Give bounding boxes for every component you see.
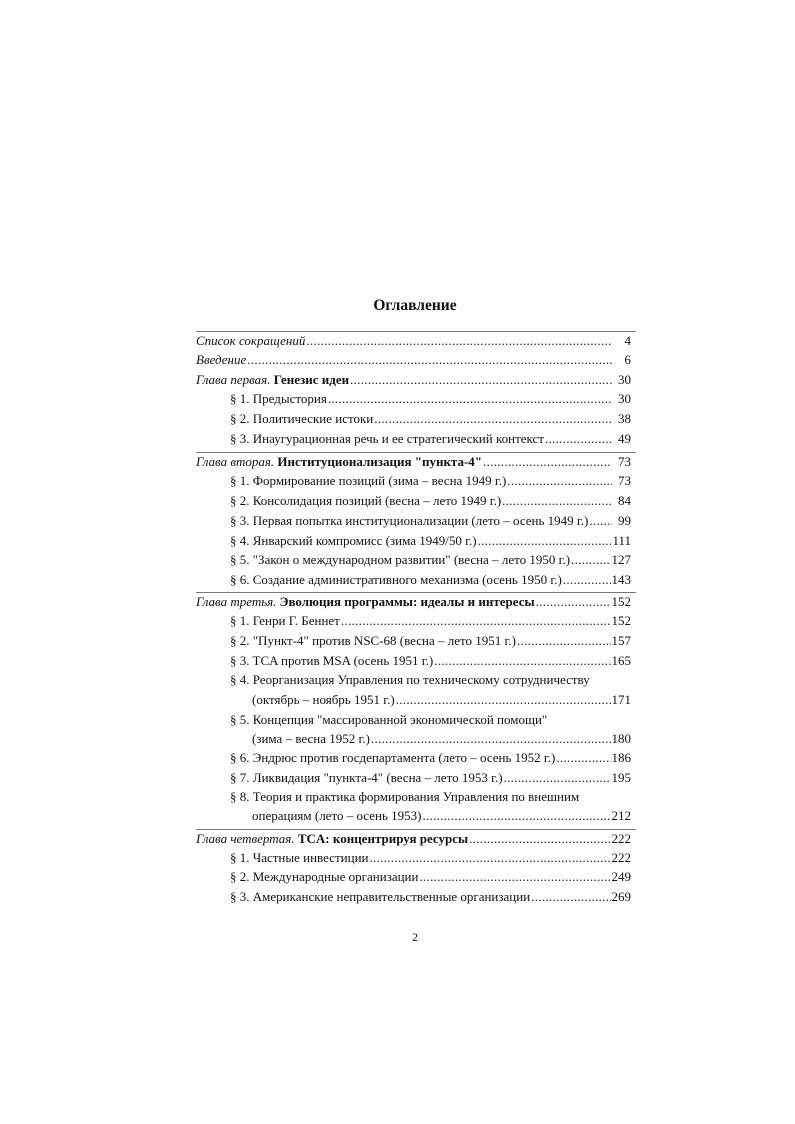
toc-page-number: 6 <box>624 352 631 367</box>
toc-page-number: 127 <box>611 552 631 567</box>
toc-chapter-heading <box>196 454 482 470</box>
toc-page-number: 152 <box>611 613 631 628</box>
dot-leader <box>419 869 610 885</box>
toc-page-number: 171 <box>611 692 631 707</box>
toc-section-label: § 4. Реорганизация Управления по техническому сотрудничеству <box>230 672 590 687</box>
chapter-prefix: Глава четвертая. <box>196 831 295 846</box>
dot-leader <box>536 594 611 610</box>
toc-section[interactable] <box>230 633 631 652</box>
toc-page-number: 195 <box>611 770 631 785</box>
dot-leader <box>589 513 612 529</box>
toc-chapter-1[interactable] <box>196 372 631 391</box>
toc-section-label: § 3. Первая попытка институционализации (лето – осень 1949 г.) <box>230 513 589 528</box>
toc-section-continuation[interactable] <box>252 731 631 750</box>
toc-chapter-heading <box>196 594 535 610</box>
toc-section-label: § 8. Теория и практика формирования Управления по внешним <box>230 789 580 804</box>
chapter-prefix: Глава третья. <box>196 594 277 609</box>
toc-section-label-cont: операциям (лето – осень 1953) <box>252 808 422 823</box>
toc-chapter-4[interactable] <box>196 831 631 850</box>
dot-leader <box>369 850 610 866</box>
toc-section-label: § 2. Политические истоки <box>230 411 374 426</box>
dot-leader <box>328 391 612 407</box>
toc-section[interactable] <box>230 513 631 532</box>
separator-rule <box>196 829 636 830</box>
toc-page-number: 4 <box>624 333 631 348</box>
dot-leader <box>504 770 611 786</box>
toc-section[interactable] <box>230 572 631 591</box>
toc-chapter-heading <box>196 831 468 847</box>
toc-page-number: 84 <box>618 493 631 508</box>
toc-page-number: 30 <box>618 391 631 406</box>
toc-page-number: 73 <box>618 473 631 488</box>
toc-page-number: 212 <box>611 808 631 823</box>
dot-leader <box>374 411 612 427</box>
toc-section-label-cont: (зима – весна 1952 г.) <box>252 731 370 746</box>
toc-page-number: 157 <box>611 633 631 648</box>
toc-page-number: 143 <box>611 572 631 587</box>
toc-section-label: § 5. Концепция "массированной экономической помощи" <box>230 712 548 727</box>
toc-section[interactable] <box>230 613 631 632</box>
toc-section[interactable] <box>230 850 631 869</box>
toc-section-label: § 4. Январский компромисс (зима 1949/50 г.) <box>230 533 477 548</box>
chapter-name: Эволюция программы: идеалы и интересы <box>279 594 535 609</box>
toc-section-label: § 2. Международные организации <box>230 869 419 884</box>
separator-rule <box>196 331 636 332</box>
toc-section-label-cont: (октябрь – ноябрь 1951 г.) <box>252 692 395 707</box>
toc-section[interactable] <box>230 431 631 450</box>
toc-section-label: § 2. Консолидация позиций (весна – лето 1949 г.) <box>230 493 502 508</box>
chapter-name: TCA: концентрируя ресурсы <box>297 831 469 846</box>
toc-page-number: 49 <box>618 431 631 446</box>
dot-leader <box>571 552 610 568</box>
toc-section-continuation[interactable] <box>252 692 631 711</box>
toc-section[interactable] <box>230 391 631 410</box>
dot-leader <box>545 431 612 447</box>
dot-leader <box>247 352 612 368</box>
toc-section[interactable] <box>230 533 631 552</box>
toc-section-label: § 6. Эндрюс против госдепартамента (лето – осень 1952 г.) <box>230 750 556 765</box>
toc-section[interactable] <box>230 653 631 672</box>
dot-leader <box>341 613 611 629</box>
toc-page-number: 269 <box>611 889 631 904</box>
toc-page-number: 165 <box>611 653 631 668</box>
dot-leader <box>422 808 610 824</box>
dot-leader <box>483 454 612 470</box>
toc-section-label: § 6. Создание административного механизма (осень 1950 г.) <box>230 572 562 587</box>
dot-leader <box>507 473 612 489</box>
dot-leader <box>502 493 612 509</box>
toc-section-label: § 5. "Закон о международном развитии" (весна – лето 1950 г.) <box>230 552 571 567</box>
toc-section[interactable] <box>230 770 631 789</box>
chapter-name: Генезис идеи <box>273 372 350 387</box>
toc-section-label: § 3. Инаугурационная речь и ее стратегический контекст <box>230 431 544 446</box>
toc-section-label: § 7. Ликвидация "пункта-4" (весна – лето 1953 г.) <box>230 770 503 785</box>
dot-leader <box>396 692 611 708</box>
dot-leader <box>306 333 612 349</box>
toc-section[interactable] <box>230 789 631 808</box>
toc-chapter-2[interactable] <box>196 454 631 473</box>
toc-chapter-3[interactable] <box>196 594 631 613</box>
toc-section[interactable] <box>230 672 631 691</box>
dot-leader <box>371 731 611 747</box>
dot-leader <box>531 889 610 905</box>
toc-entry-label: Список сокращений <box>196 333 306 348</box>
dot-leader <box>434 653 610 669</box>
toc-section[interactable] <box>230 750 631 769</box>
toc-section-label: § 1. Формирование позиций (зима – весна 1949 г.) <box>230 473 507 488</box>
toc-entry-label: Введение <box>196 352 247 367</box>
toc-section[interactable] <box>230 473 631 492</box>
toc-page-number: 38 <box>618 411 631 426</box>
page-title: Оглавление <box>373 297 457 314</box>
dot-leader <box>478 533 612 549</box>
page-number: 2 <box>412 930 418 944</box>
toc-section[interactable] <box>230 889 631 908</box>
toc-section-continuation[interactable] <box>252 808 631 827</box>
toc-section-label: § 1. Частные инвестиции <box>230 850 369 865</box>
chapter-name: Институционализация "пункта-4" <box>277 454 483 469</box>
toc-page-number: 152 <box>611 594 631 609</box>
toc-section[interactable] <box>230 493 631 512</box>
toc-section[interactable] <box>230 869 631 888</box>
dot-leader <box>556 750 610 766</box>
toc-page-number: 111 <box>612 533 631 548</box>
toc-section[interactable] <box>230 552 631 571</box>
toc-section-label: § 1. Предыстория <box>230 391 327 406</box>
toc-page-number: 180 <box>611 731 631 746</box>
toc-page-number: 30 <box>618 372 631 387</box>
toc-section-label: § 2. "Пункт-4" против NSC-68 (весна – лето 1951 г.) <box>230 633 516 648</box>
toc-page-number: 99 <box>618 513 631 528</box>
toc-entry-introduction[interactable] <box>196 352 631 371</box>
toc-page-number: 222 <box>611 831 631 846</box>
toc-entry-abbreviations[interactable] <box>196 333 631 352</box>
toc-chapter-heading <box>196 372 349 388</box>
toc-page-number: 73 <box>618 454 631 469</box>
toc-page-number: 186 <box>611 750 631 765</box>
toc-section-label: § 1. Генри Г. Беннет <box>230 613 340 628</box>
toc-page-number: 222 <box>611 850 631 865</box>
toc-section[interactable] <box>230 411 631 430</box>
dot-leader <box>350 372 612 388</box>
toc-section-label: § 3. Американские неправительственные организации <box>230 889 531 904</box>
dot-leader <box>563 572 611 588</box>
toc-section[interactable] <box>230 712 631 731</box>
chapter-prefix: Глава первая. <box>196 372 271 387</box>
separator-rule <box>196 452 636 453</box>
separator-rule <box>196 592 636 593</box>
dot-leader <box>469 831 610 847</box>
toc-page-number: 249 <box>611 869 631 884</box>
toc-section-label: § 3. TCA против MSA (осень 1951 г.) <box>230 653 434 668</box>
chapter-prefix: Глава вторая. <box>196 454 275 469</box>
dot-leader <box>517 633 611 649</box>
